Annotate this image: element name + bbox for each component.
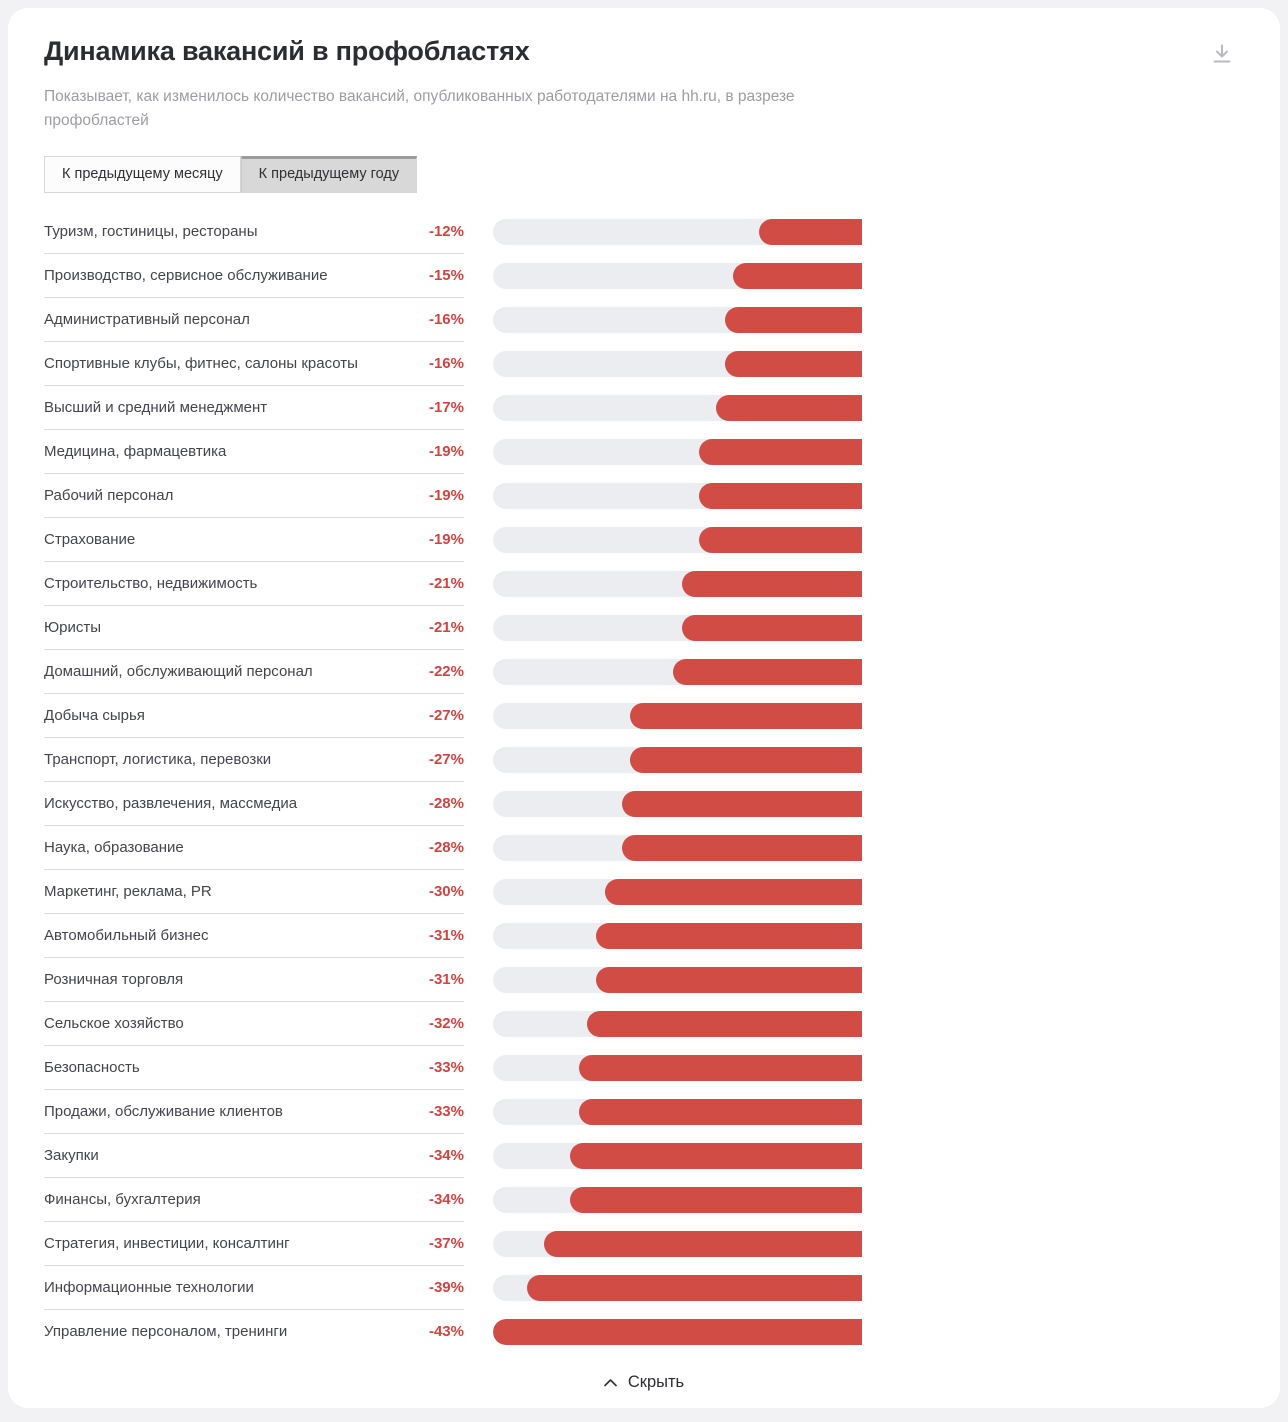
row-label: Юристы: [44, 618, 102, 636]
table-row: [44, 1310, 1244, 1354]
row-bar-track: [493, 395, 862, 421]
row-left: [44, 342, 464, 386]
row-bar-track: [493, 483, 862, 509]
row-left: [44, 1046, 464, 1090]
row-value: -21%: [428, 574, 464, 592]
table-row: [44, 1090, 1244, 1134]
table-row: [44, 1002, 1244, 1046]
row-label: Добыча сырья: [44, 706, 145, 724]
row-bar-track: [493, 1275, 862, 1301]
row-bar-fill: [570, 1187, 862, 1213]
table-row: [44, 914, 1244, 958]
row-label: Искусство, развлечения, массмедиа: [44, 794, 298, 812]
row-left: [44, 254, 464, 298]
row-value: -31%: [428, 926, 464, 944]
table-row: [44, 782, 1244, 826]
hide-label: Скрыть: [627, 1372, 685, 1391]
row-value: -22%: [428, 662, 464, 680]
row-label: Управление персоналом, тренинги: [44, 1323, 288, 1341]
vacancy-dynamics-card: [8, 8, 1280, 1408]
row-value: -19%: [428, 486, 464, 504]
table-row: [44, 1134, 1244, 1178]
row-value: -16%: [428, 354, 464, 372]
page-title: Динамика вакансий в профобластях: [44, 36, 530, 66]
row-label: Маркетинг, реклама, PR: [44, 882, 212, 900]
row-bar-fill: [587, 1011, 862, 1037]
row-bar-track: [493, 835, 862, 861]
row-label: Продажи, обслуживание клиентов: [44, 1102, 283, 1120]
row-label: Информационные технологии: [44, 1278, 254, 1296]
table-row: [44, 518, 1244, 562]
chevron-up-icon: [604, 1379, 617, 1387]
row-bar-fill: [596, 967, 862, 993]
table-row: [44, 1046, 1244, 1090]
row-value: -16%: [428, 310, 464, 328]
row-bar-track: [493, 703, 862, 729]
row-left: [44, 826, 464, 870]
row-left: [44, 738, 464, 782]
tab-previous-month[interactable]: К предыдущему месяцу: [44, 156, 241, 193]
table-row: [44, 386, 1244, 430]
row-bar-fill: [570, 1143, 862, 1169]
row-bar-track: [493, 263, 862, 289]
row-bar-fill: [725, 351, 862, 377]
row-label: Автомобильный бизнес: [44, 926, 209, 944]
row-value: -27%: [428, 706, 464, 724]
row-label: Высший и средний менеджмент: [44, 398, 268, 416]
table-row: [44, 1222, 1244, 1266]
row-bar-track: [493, 615, 862, 641]
row-value: -15%: [428, 266, 464, 284]
row-bar-track: [493, 1011, 862, 1037]
table-row: [44, 210, 1244, 254]
row-left: [44, 606, 464, 650]
tab-previous-year[interactable]: К предыдущему году: [241, 156, 417, 193]
row-label: Спортивные клубы, фитнес, салоны красоты: [44, 354, 358, 372]
row-bar-fill: [699, 527, 862, 553]
row-left: [44, 1002, 464, 1046]
row-value: -33%: [428, 1058, 464, 1076]
row-label: Рабочий персонал: [44, 486, 174, 504]
row-label: Финансы, бухгалтерия: [44, 1190, 201, 1208]
table-row: [44, 606, 1244, 650]
row-bar-fill: [622, 835, 862, 861]
row-bar-fill: [596, 923, 862, 949]
download-button[interactable]: [1206, 38, 1238, 70]
row-left: [44, 298, 464, 342]
table-row: [44, 430, 1244, 474]
row-value: -19%: [428, 442, 464, 460]
row-bar-fill: [630, 703, 862, 729]
row-bar-fill: [733, 263, 862, 289]
row-bar-track: [493, 1143, 862, 1169]
row-label: Строительство, недвижимость: [44, 574, 258, 592]
row-value: -19%: [428, 530, 464, 548]
table-row: [44, 958, 1244, 1002]
row-label: Безопасность: [44, 1058, 140, 1076]
table-row: [44, 870, 1244, 914]
row-left: [44, 430, 464, 474]
row-value: -28%: [428, 794, 464, 812]
row-bar-track: [493, 1099, 862, 1125]
row-bar-fill: [682, 571, 862, 597]
row-value: -30%: [428, 882, 464, 900]
row-value: -34%: [428, 1146, 464, 1164]
row-bar-fill: [699, 483, 862, 509]
row-label: Наука, образование: [44, 838, 184, 856]
row-bar-fill: [682, 615, 862, 641]
row-label: Административный персонал: [44, 310, 250, 328]
card-header: [44, 36, 1244, 70]
table-row: [44, 474, 1244, 518]
row-bar-track: [493, 923, 862, 949]
row-bar-track: [493, 967, 862, 993]
row-label: Домашний, обслуживающий персонал: [44, 662, 313, 680]
row-bar-track: [493, 1055, 862, 1081]
row-label: Закупки: [44, 1146, 99, 1164]
row-bar-track: [493, 571, 862, 597]
row-left: [44, 518, 464, 562]
row-left: [44, 474, 464, 518]
row-label: Стратегия, инвестиции, консалтинг: [44, 1234, 290, 1252]
comparison-tabs: [44, 156, 1244, 193]
row-bar-fill: [630, 747, 862, 773]
row-label: Производство, сервисное обслуживание: [44, 266, 328, 284]
row-left: [44, 694, 464, 738]
table-row: [44, 298, 1244, 342]
row-bar-fill: [605, 879, 862, 905]
table-row: [44, 562, 1244, 606]
row-bar-fill: [725, 307, 862, 333]
row-bar-fill: [493, 1319, 862, 1345]
row-left: [44, 210, 464, 254]
row-bar-track: [493, 527, 862, 553]
row-bar-fill: [759, 219, 862, 245]
row-bar-track: [493, 1231, 862, 1257]
collapse-control[interactable]: [44, 1367, 1244, 1398]
row-bar-track: [493, 747, 862, 773]
row-bar-track: [493, 1187, 862, 1213]
table-row: [44, 826, 1244, 870]
row-left: [44, 650, 464, 694]
row-label: Розничная торговля: [44, 970, 184, 988]
row-bar-track: [493, 1319, 862, 1345]
row-bar-track: [493, 219, 862, 245]
row-value: -31%: [428, 970, 464, 988]
row-left: [44, 1266, 464, 1310]
row-value: -27%: [428, 750, 464, 768]
row-left: [44, 562, 464, 606]
row-left: [44, 1134, 464, 1178]
table-row: [44, 738, 1244, 782]
table-row: [44, 1266, 1244, 1310]
row-left: [44, 386, 464, 430]
row-bar-fill: [622, 791, 862, 817]
row-value: -21%: [428, 618, 464, 636]
table-row: [44, 650, 1244, 694]
download-icon: [1210, 42, 1234, 66]
row-label: Туризм, гостиницы, рестораны: [44, 222, 258, 240]
row-value: -34%: [428, 1190, 464, 1208]
row-bar-track: [493, 307, 862, 333]
row-bar-track: [493, 439, 862, 465]
row-value: -28%: [428, 838, 464, 856]
row-bar-fill: [716, 395, 862, 421]
row-bar-fill: [699, 439, 862, 465]
row-value: -39%: [428, 1278, 464, 1296]
row-left: [44, 1222, 464, 1266]
row-left: [44, 1178, 464, 1222]
subtitle: Показывает, как изменилось количество вакансий, опубликованных работодателями на hh.ru, в разрезе профобластей: [44, 88, 795, 130]
row-value: -37%: [428, 1234, 464, 1252]
row-left: [44, 870, 464, 914]
row-left: [44, 782, 464, 826]
row-left: [44, 1090, 464, 1134]
row-left: [44, 1310, 464, 1354]
table-row: [44, 694, 1244, 738]
row-bar-track: [493, 879, 862, 905]
chart-rows: [44, 210, 1244, 1354]
row-bar-fill: [579, 1099, 862, 1125]
row-bar-fill: [673, 659, 862, 685]
row-bar-fill: [579, 1055, 862, 1081]
row-bar-track: [493, 791, 862, 817]
row-value: -43%: [428, 1323, 464, 1341]
row-value: -12%: [428, 222, 464, 240]
table-row: [44, 1178, 1244, 1222]
row-label: Транспорт, логистика, перевозки: [44, 750, 272, 768]
row-label: Медицина, фармацевтика: [44, 442, 227, 460]
row-bar-fill: [544, 1231, 862, 1257]
row-value: -32%: [428, 1014, 464, 1032]
row-value: -17%: [428, 398, 464, 416]
row-label: Страхование: [44, 530, 136, 548]
table-row: [44, 342, 1244, 386]
row-value: -33%: [428, 1102, 464, 1120]
row-bar-track: [493, 351, 862, 377]
row-label: Сельское хозяйство: [44, 1014, 184, 1032]
row-left: [44, 914, 464, 958]
row-bar-track: [493, 659, 862, 685]
row-bar-fill: [527, 1275, 862, 1301]
row-left: [44, 958, 464, 1002]
table-row: [44, 254, 1244, 298]
